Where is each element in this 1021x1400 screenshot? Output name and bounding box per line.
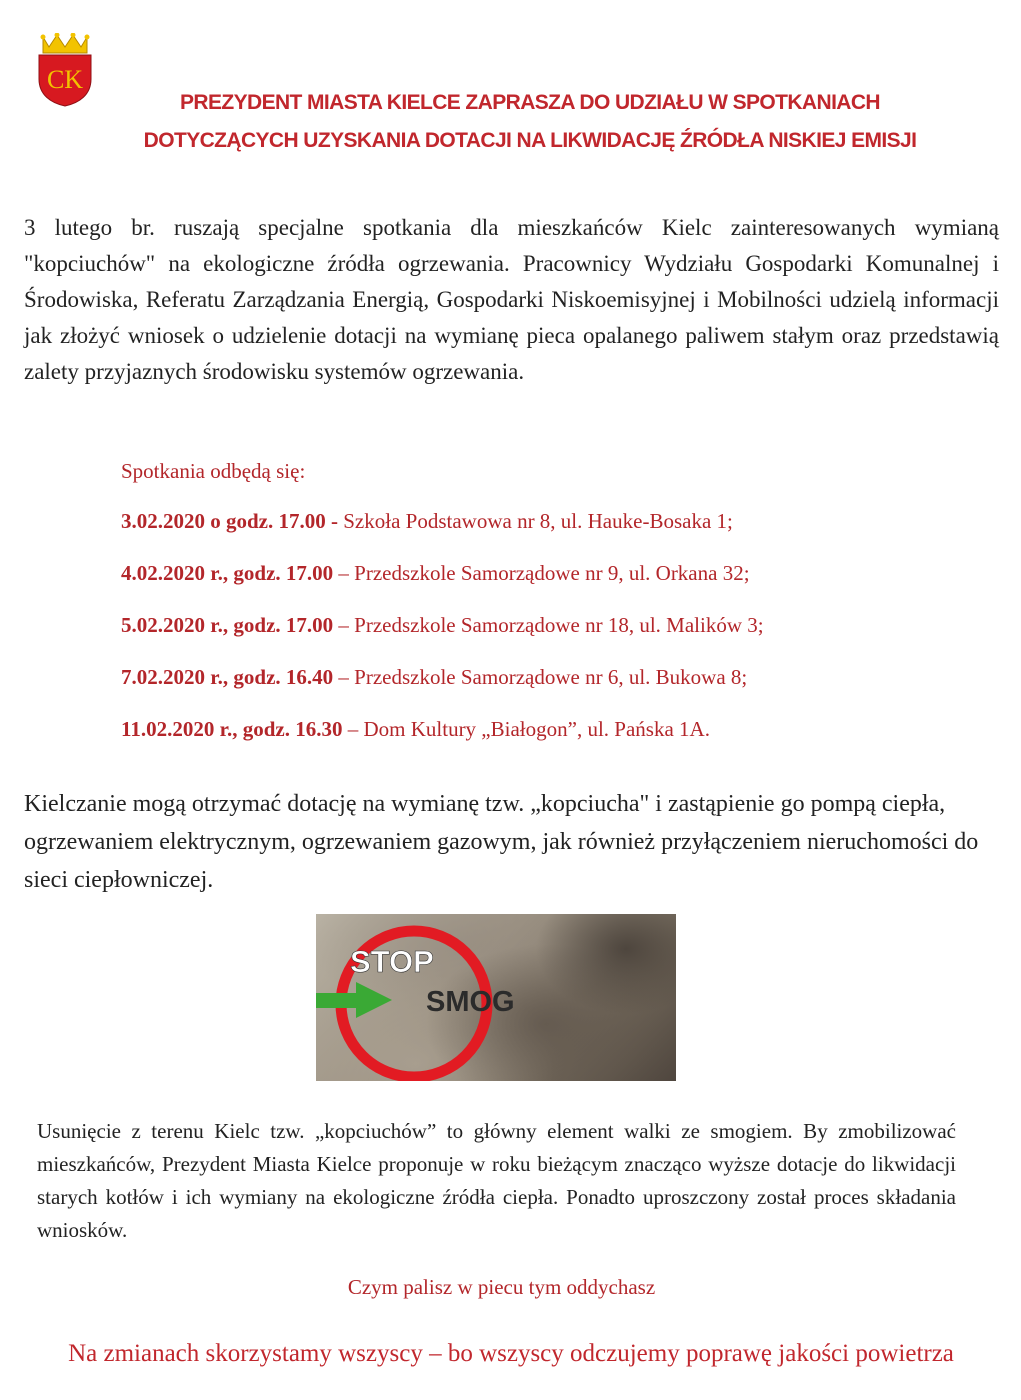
title-line-2: DOTYCZĄCYCH UZYSKANIA DOTACJI NA LIKWIDACJĘ ŹRÓDŁA NISKIEJ EMISJI <box>143 129 917 152</box>
meeting-place: – Przedszkole Samorządowe nr 6, ul. Bukowa 8; <box>338 665 748 689</box>
arrow-head-icon <box>356 982 392 1018</box>
motto-text: Czym palisz w piecu tym oddychasz <box>347 1275 656 1299</box>
meeting-place: – Przedszkole Samorządowe nr 9, ul. Orkana 32; <box>338 561 750 585</box>
meeting-item <box>121 506 981 536</box>
subsidy-paragraph: Kielczanie mogą otrzymać dotację na wymianę tzw. „kopciucha" i zastąpienie go pompą ciepła, ogrzewaniem elektrycznym, ogrzewaniem gazowym, jak również przyłączeniem nieruchomości do sieci ciepłowniczej. <box>24 791 979 893</box>
stop-text: STOP <box>350 944 434 979</box>
meeting-date: 3.02.2020 o godz. 17.00 - <box>121 509 338 533</box>
crown-icon <box>43 35 87 53</box>
meeting-item <box>121 558 981 588</box>
meeting-place: – Dom Kultury „Białogon”, ul. Pańska 1A. <box>347 717 710 741</box>
stop-smog-image <box>316 914 676 1081</box>
intro-paragraph: 3 lutego br. ruszają specjalne spotkania dla mieszkańców Kielc zainteresowanych wymianą "kopciuchów" na ekologiczne źródła ogrzewania. Pracownicy Wydziału Gospodarki Komunalnej i Środowiska, Referatu Zarządzania Energią, Gospodarki Niskoemisyjnej i Mobilności udzielą informacji jak złożyć wniosek o udzielenie dotacji na wymianę pieca opalanego paliwem stałym oraz przedstawią zalety przyjaznych środowisku systemów ogrzewania. <box>24 215 999 384</box>
meeting-date: 5.02.2020 r., godz. 17.00 <box>121 613 334 637</box>
meeting-place: – Przedszkole Samorządowe nr 18, ul. Malików 3; <box>338 613 764 637</box>
smog-text: SMOG <box>426 986 515 1018</box>
meeting-place: Szkoła Podstawowa nr 8, ul. Hauke-Bosaka 1; <box>343 509 733 533</box>
meetings-section <box>121 456 981 744</box>
meeting-item <box>121 610 981 640</box>
logo-text: CK <box>46 65 84 94</box>
page-title <box>30 84 1021 160</box>
meeting-item <box>121 662 981 692</box>
meeting-date: 11.02.2020 r., godz. 16.30 <box>121 717 343 741</box>
slogan-text: Na zmianach skorzystamy wszyscy – bo wszyscy odczujemy poprawę jakości powietrza <box>68 1340 954 1367</box>
meetings-list <box>121 506 981 744</box>
meeting-date: 7.02.2020 r., godz. 16.40 <box>121 665 334 689</box>
meeting-item <box>121 714 981 744</box>
meetings-heading: Spotkania odbędą się: <box>121 459 306 483</box>
meeting-date: 4.02.2020 r., godz. 17.00 <box>121 561 334 585</box>
smog-fight-paragraph: Usunięcie z terenu Kielc tzw. „kopciuchów” to główny element walki ze smogiem. By zmobilizować mieszkańców, Prezydent Miasta Kielce proponuje w roku bieżącym znacząco wyższe dotacje do likwidacji starych kotłów i ich wymiany na ekologiczne źródła ciepła. Ponadto uproszczony został proces składania wniosków. <box>37 1119 956 1242</box>
title-line-1: PREZYDENT MIASTA KIELCE ZAPRASZA DO UDZIAŁU W SPOTKANIACH <box>179 91 880 114</box>
arrow-shaft <box>316 993 358 1008</box>
